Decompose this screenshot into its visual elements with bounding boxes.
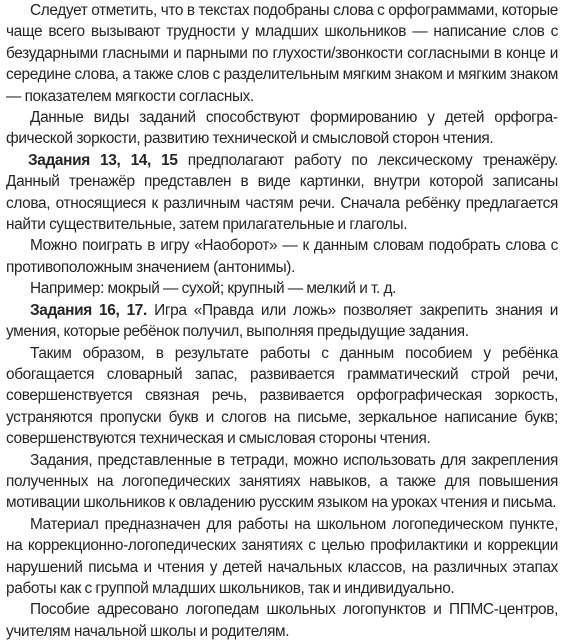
paragraph-text: Можно поиграть в игру «Наоборот» — к данным словам подобрать слова с противоположным значением (антонимы). xyxy=(6,237,558,276)
document-page xyxy=(6,0,558,642)
paragraph-tasks-16-17 xyxy=(6,300,558,343)
paragraph-text: Задания, представленные в тетради, можно использовать для закрепления полученных на логопедических занятиях навыков, а также для повышения мотивации школьников к овладению русским языком на уроках чтения и письма. xyxy=(6,451,558,512)
paragraph-usage xyxy=(6,450,558,514)
paragraph-game-opposite xyxy=(6,235,558,278)
paragraph-tasks-13-15 xyxy=(6,150,558,236)
paragraph-text: Таким образом, в результате работы с данным пособием у ребёнка обогащается словарный запас, развивается грамматический строй речи, совершенствуется связная речь, развивается орфографическая зоркость, устраняются пропуски букв и слогов на письме, зеркальное написание букв; совершенствуются техническая и смысловая стороны чтения. xyxy=(6,344,558,448)
paragraph-lead: Задания 16, 17. xyxy=(30,301,147,319)
paragraph-lead: Задания 13, 14, 15 xyxy=(28,151,178,169)
paragraph-task-types xyxy=(6,107,558,150)
paragraph-example xyxy=(6,278,558,299)
paragraph-text: Игра «Правда или ложь» позволяет закрепить знания и умения, которые ребёнок получил, выполняя предыдущие задания. xyxy=(6,301,559,341)
paragraph-text: Например: мокрый — сухой; крупный — мелкий и т. д. xyxy=(30,280,397,298)
paragraph-text: Данные виды заданий способствуют формированию у детей орфографической зоркости, развитию технической и смысловой сторон чтения. xyxy=(6,109,558,148)
paragraph-text: Следует отметить, что в текстах подобраны слова с орфограммами, которые чаще всего вызывают трудности у младших школьников — написание слов с безударными гласными и парными по глухости/звонкости согласными в конце и середине слова, а также слов с разделительным мягким знаком и мягким знаком — показателем мягкости согласных. xyxy=(6,2,558,105)
paragraph-text: Пособие адресовано логопедам школьных логопунктов и ППМС-центров, учителям начальной школы и родителям. xyxy=(6,601,558,640)
paragraph-purpose xyxy=(6,514,558,600)
paragraph-text: Материал предназначен для работы на школьном логопедическом пункте, на коррекционно-логопедических занятиях с целью профилактики и коррекции нарушений письма и чтения у детей начальных классов, на различных этапах работы как с группой младших школьников, так и индивидуально. xyxy=(6,515,558,597)
paragraph-orthograms xyxy=(6,0,558,107)
paragraph-text: предполагают работу по лексическому тренажёру. Данный тренажёр представлен в виде картинки, внутри которой записаны слова, относящиеся к различным частям речи. Сначала ребёнку предлагается найти существительные, затем прилагательные и глаголы. xyxy=(6,151,558,234)
paragraph-audience xyxy=(6,599,558,642)
paragraph-results xyxy=(6,343,558,450)
